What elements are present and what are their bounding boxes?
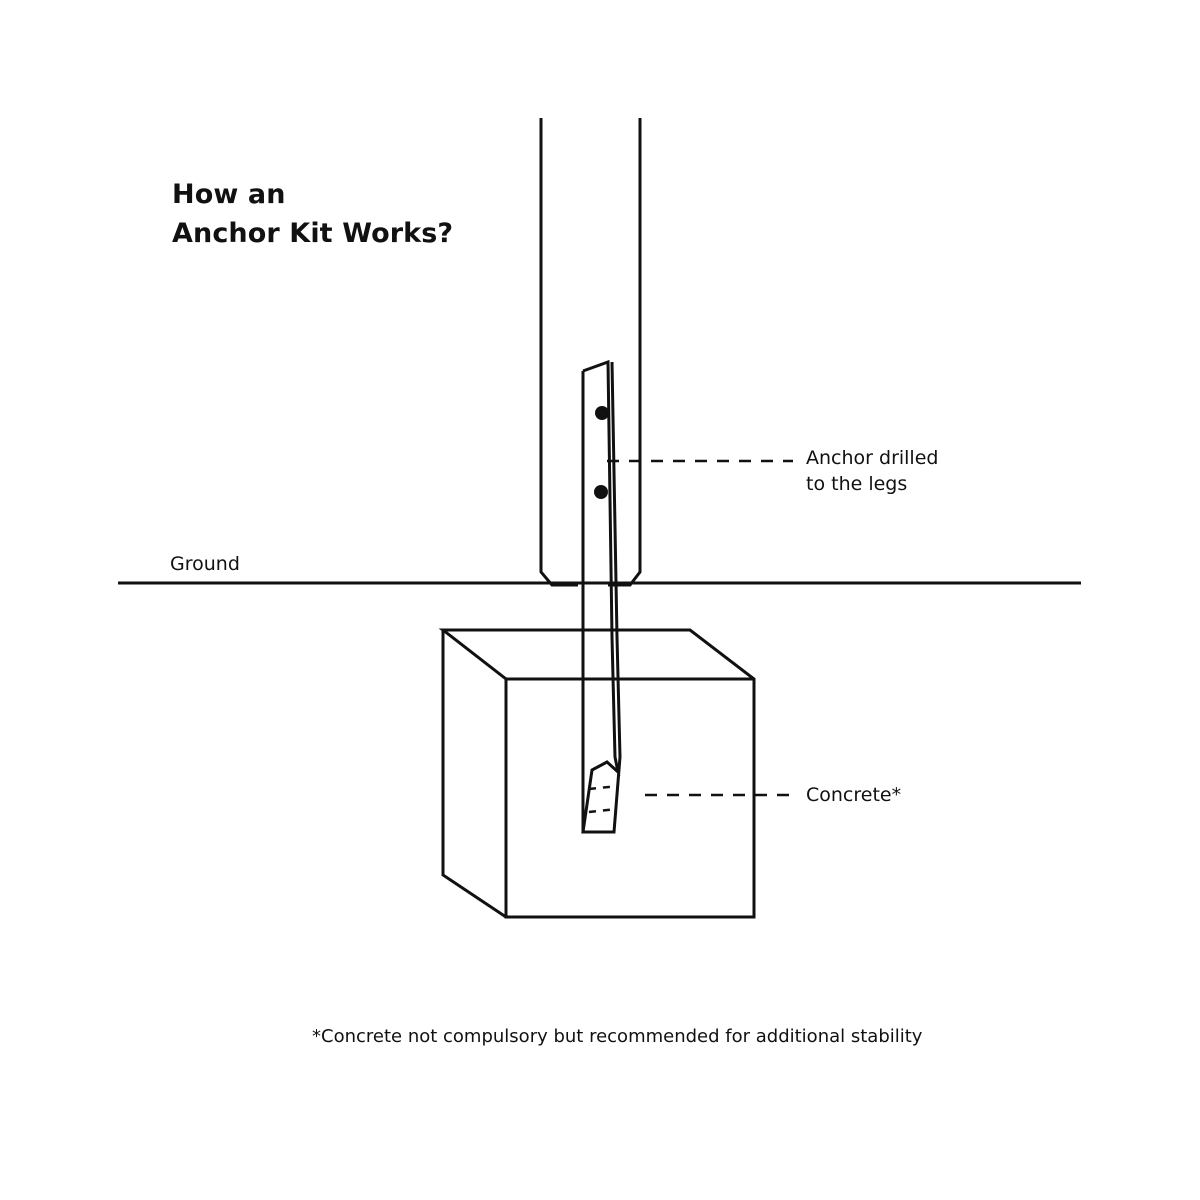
anchor-tail-hatching <box>589 786 618 812</box>
label-ground: Ground <box>170 553 240 575</box>
label-anchor <box>806 446 938 497</box>
anchor-plate <box>583 362 620 832</box>
bolt-hole-lower <box>594 485 608 499</box>
concrete-cube <box>443 630 754 917</box>
label-anchor-line-1: Anchor drilled <box>806 447 939 469</box>
footnote: *Concrete not compulsory but recommended for additional stability <box>312 1026 923 1047</box>
bolt-hole-upper <box>595 406 609 420</box>
page-title <box>172 175 453 253</box>
title-line-2: Anchor Kit Works? <box>172 218 454 250</box>
vertical-post <box>541 118 640 585</box>
label-anchor-line-2: to the legs <box>806 472 908 495</box>
label-concrete: Concrete* <box>806 784 902 806</box>
title-line-1: How an <box>172 179 286 210</box>
